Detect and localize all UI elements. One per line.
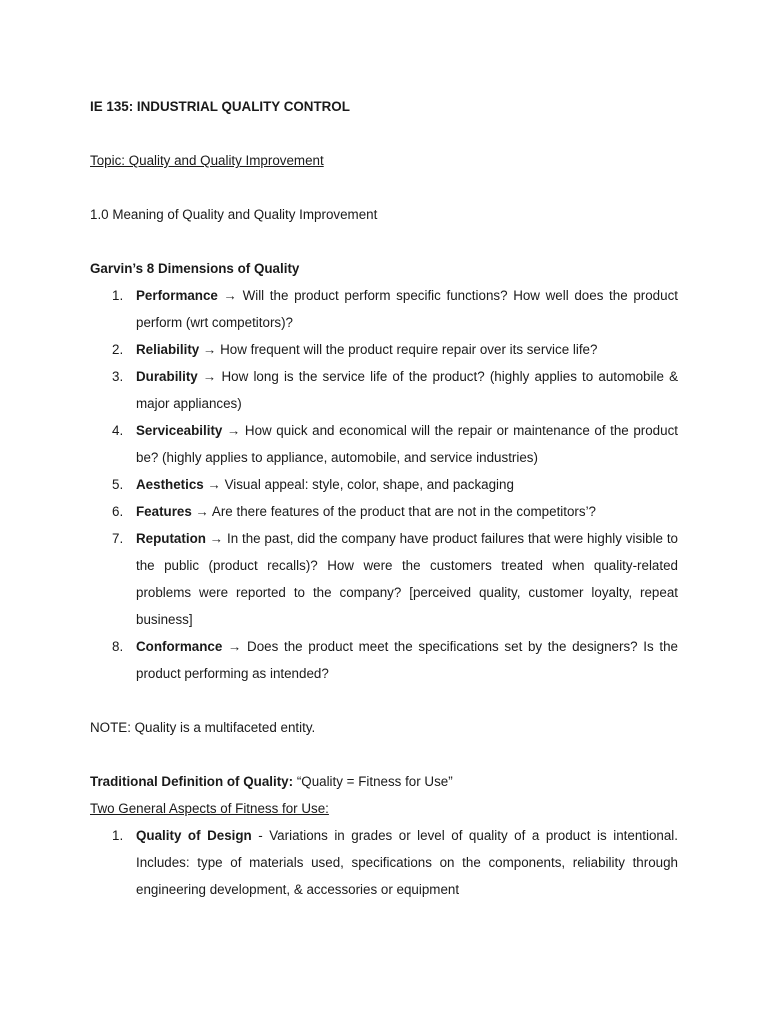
item-term: Performance xyxy=(136,288,218,303)
item-term: Features xyxy=(136,504,192,519)
item-term: Durability xyxy=(136,369,198,384)
item-number: 6. xyxy=(112,504,124,519)
note-line: NOTE: Quality is a multifaceted entity. xyxy=(90,720,316,735)
document-page xyxy=(90,93,678,903)
traditional-text: “Quality = Fitness for Use” xyxy=(293,774,453,789)
item-number: 5. xyxy=(112,477,124,492)
garvin-dimensions-list xyxy=(90,282,678,687)
list-item xyxy=(90,498,678,525)
item-text: → In the past, did the company have product failures that were highly visible to the public (product recalls)? How were the customers treated when quality-related problems were reported to the company? [perceived quality, customer loyalty, repeat business] xyxy=(136,531,678,627)
list-item xyxy=(90,633,678,687)
item-text: → Visual appeal: style, color, shape, and packaging xyxy=(203,477,514,492)
item-number: 1. xyxy=(112,828,124,843)
list-item xyxy=(90,417,678,471)
fitness-aspects-list xyxy=(90,822,678,903)
item-term: Aesthetics xyxy=(136,477,204,492)
item-text: → Does the product meet the specifications set by the designers? Is the product performing as intended? xyxy=(136,639,678,681)
list-item xyxy=(90,822,678,903)
document-title: IE 135: INDUSTRIAL QUALITY CONTROL xyxy=(90,99,350,114)
item-term: Conformance xyxy=(136,639,223,654)
item-number: 2. xyxy=(112,342,124,357)
item-number: 1. xyxy=(112,288,124,303)
traditional-definition xyxy=(90,768,678,795)
item-text: → How quick and economical will the repair or maintenance of the product be? (highly applies to appliance, automobile, and service industries) xyxy=(136,423,678,465)
list-item xyxy=(90,282,678,336)
item-text: → How long is the service life of the product? (highly applies to automobile & major appliances) xyxy=(136,369,678,411)
item-text: → Will the product perform specific functions? How well does the product perform (wrt competitors)? xyxy=(136,288,678,330)
list-item xyxy=(90,336,678,363)
list-item xyxy=(90,525,678,633)
list-item xyxy=(90,471,678,498)
item-term: Serviceability xyxy=(136,423,223,438)
item-number: 7. xyxy=(112,531,124,546)
traditional-label: Traditional Definition of Quality: xyxy=(90,774,294,789)
topic-line: Topic: Quality and Quality Improvement xyxy=(90,153,324,168)
item-number: 4. xyxy=(112,423,124,438)
garvin-heading: Garvin’s 8 Dimensions of Quality xyxy=(90,261,300,276)
aspects-heading: Two General Aspects of Fitness for Use: xyxy=(90,801,329,816)
item-text: - Variations in grades or level of quality of a product is intentional. Includes: type of materials used, specifications on the components, reliability through engineering development, & accessories or equipment xyxy=(136,828,678,897)
item-text: → How frequent will the product require repair over its service life? xyxy=(199,342,598,357)
item-term: Reliability xyxy=(136,342,200,357)
item-text: → Are there features of the product that are not in the competitors’? xyxy=(191,504,597,519)
list-item xyxy=(90,363,678,417)
section-heading: 1.0 Meaning of Quality and Quality Improvement xyxy=(90,207,378,222)
item-number: 8. xyxy=(112,639,124,654)
item-term: Reputation xyxy=(136,531,206,546)
item-term: Quality of Design xyxy=(136,828,252,843)
item-number: 3. xyxy=(112,369,124,384)
